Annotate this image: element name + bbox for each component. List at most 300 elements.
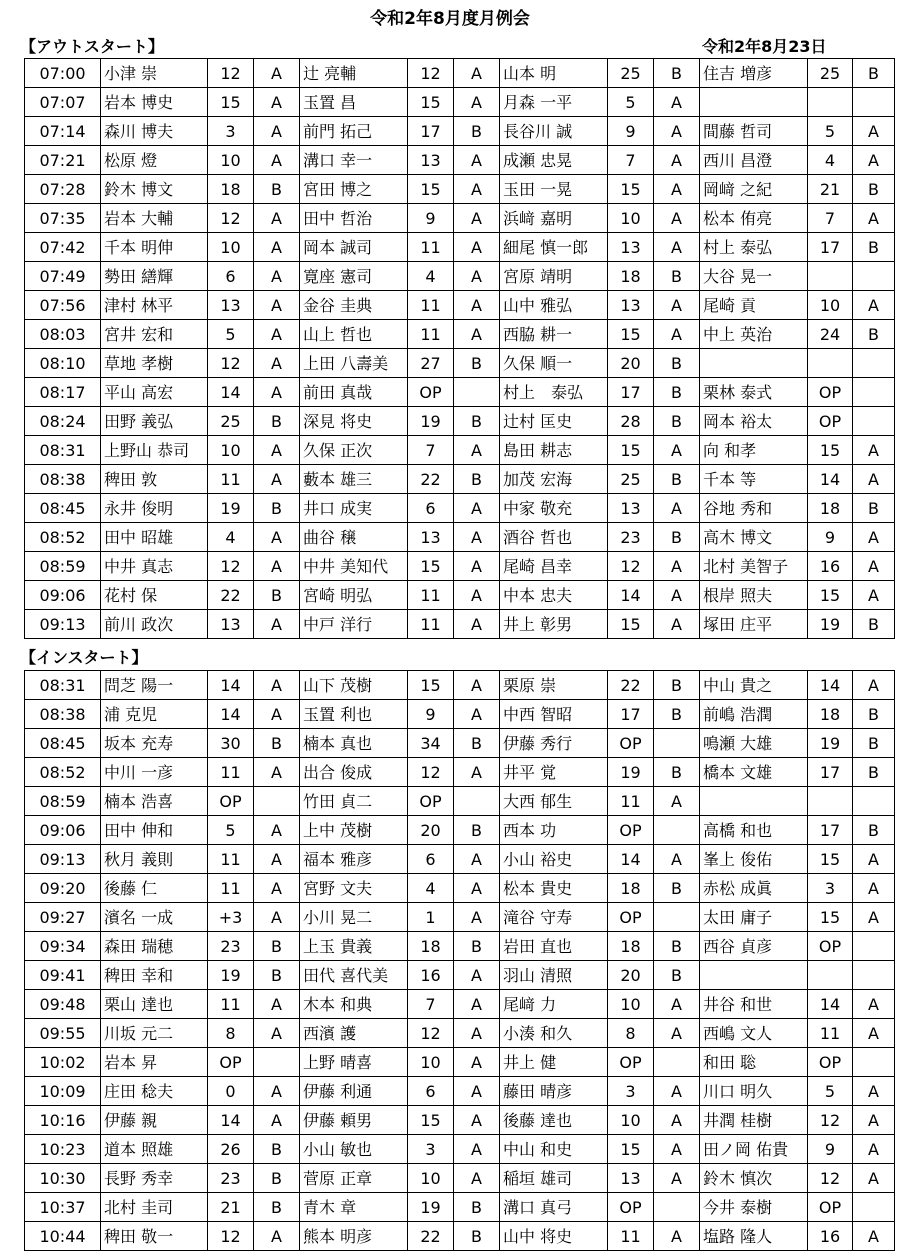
page-title: 令和2年8月度月例会 [370,9,530,29]
player-name-cell: 宮野 文夫 [300,874,408,903]
tee-time-cell: 07:21 [25,146,101,175]
handicap-cell: +3 [208,903,254,932]
class-cell: A [853,1019,895,1048]
class-cell: B [254,1193,300,1222]
player-name-cell: 久保 正次 [300,436,408,465]
player-name-cell: 川口 明久 [700,1077,808,1106]
class-cell [853,961,895,990]
tee-time-cell: 09:55 [25,1019,101,1048]
handicap-cell: 15 [408,88,454,117]
handicap-cell: 18 [808,700,853,729]
player-name-cell: 田ノ岡 佑貴 [700,1135,808,1164]
player-name-cell: 中上 英治 [700,320,808,349]
player-name-cell: 千本 等 [700,465,808,494]
player-name-cell: 伊藤 親 [101,1106,208,1135]
class-cell: A [454,1106,500,1135]
class-cell: A [454,320,500,349]
player-name-cell: 西濱 護 [300,1019,408,1048]
class-cell: A [654,1106,700,1135]
table-row [25,291,895,320]
handicap-cell: 10 [408,1164,454,1193]
player-name-cell: 浜﨑 嘉明 [500,204,608,233]
handicap-cell: OP [408,787,454,816]
table-row [25,204,895,233]
handicap-cell: 24 [808,320,853,349]
handicap-cell: 15 [608,175,654,204]
class-cell: A [254,816,300,845]
class-cell: A [254,436,300,465]
handicap-cell: 18 [808,494,853,523]
player-name-cell: 西脇 耕一 [500,320,608,349]
player-name-cell: 赤松 成眞 [700,874,808,903]
player-name-cell: 岩本 大輔 [101,204,208,233]
player-name-cell: 今井 泰樹 [700,1193,808,1222]
handicap-cell: 18 [408,932,454,961]
class-cell: A [254,291,300,320]
handicap-cell: 19 [608,758,654,787]
class-cell: A [454,88,500,117]
tee-time-cell: 08:17 [25,378,101,407]
class-cell: A [853,204,895,233]
class-cell: A [654,990,700,1019]
handicap-cell: 28 [608,407,654,436]
class-cell: A [454,146,500,175]
table-row [25,59,895,88]
class-cell: B [454,816,500,845]
class-cell: A [254,378,300,407]
player-name-cell: 小津 崇 [101,59,208,88]
class-cell [654,903,700,932]
handicap-cell: 13 [608,233,654,262]
class-cell: A [853,146,895,175]
handicap-cell: 11 [408,291,454,320]
player-name-cell: 浦 克児 [101,700,208,729]
player-name-cell: 前川 政次 [101,610,208,639]
class-cell: A [454,961,500,990]
handicap-cell: 14 [208,671,254,700]
player-name-cell: 中川 一彦 [101,758,208,787]
handicap-cell: 27 [408,349,454,378]
player-name-cell: 久保 順一 [500,349,608,378]
class-cell: A [454,59,500,88]
handicap-cell: 5 [608,88,654,117]
player-name-cell: 鈴木 慎次 [700,1164,808,1193]
table-row [25,581,895,610]
class-cell: B [654,407,700,436]
player-name-cell: 橋本 文雄 [700,758,808,787]
class-cell: A [853,1222,895,1251]
handicap-cell: 1 [408,903,454,932]
table-row [25,729,895,758]
player-name-cell: 西川 昌澄 [700,146,808,175]
handicap-cell: 25 [208,407,254,436]
class-cell: B [454,117,500,146]
class-cell: A [654,1135,700,1164]
tee-time-cell: 08:59 [25,787,101,816]
handicap-cell: 3 [608,1077,654,1106]
player-name-cell: 森田 瑞穂 [101,932,208,961]
class-cell: A [254,204,300,233]
class-cell: A [454,874,500,903]
handicap-cell: 23 [608,523,654,552]
table-row [25,990,895,1019]
table-row [25,874,895,903]
class-cell: A [454,1019,500,1048]
player-name-cell: 岡本 誠司 [300,233,408,262]
class-cell: A [454,1164,500,1193]
class-cell: A [654,494,700,523]
table-row [25,407,895,436]
class-cell: A [853,1164,895,1193]
player-name-cell: 鈴木 博文 [101,175,208,204]
player-name-cell: 問芝 陽一 [101,671,208,700]
class-cell: B [853,816,895,845]
class-cell: A [654,1077,700,1106]
table-row [25,758,895,787]
handicap-cell: 10 [608,204,654,233]
player-name-cell: 岩田 直也 [500,932,608,961]
tee-time-cell: 10:30 [25,1164,101,1193]
player-name-cell: 勢田 繕輝 [101,262,208,291]
out-start-table [24,58,895,639]
player-name-cell: 溝口 真弓 [500,1193,608,1222]
handicap-cell: 13 [208,291,254,320]
handicap-cell: OP [608,729,654,758]
handicap-cell: 20 [408,816,454,845]
class-cell: A [454,291,500,320]
class-cell: A [853,436,895,465]
handicap-cell: 15 [208,88,254,117]
table-row [25,262,895,291]
class-cell: A [454,610,500,639]
player-name-cell: 加茂 宏海 [500,465,608,494]
handicap-cell: 14 [608,581,654,610]
tee-time-cell: 10:37 [25,1193,101,1222]
handicap-cell: 25 [608,59,654,88]
player-name-cell: 小山 裕史 [500,845,608,874]
class-cell: A [254,233,300,262]
handicap-cell: 14 [808,465,853,494]
player-name-cell: 山中 雅弘 [500,291,608,320]
handicap-cell: 11 [208,990,254,1019]
handicap-cell: 7 [408,990,454,1019]
player-name-cell: 大谷 晃一 [700,262,808,291]
player-name-cell: 和田 聡 [700,1048,808,1077]
handicap-cell: OP [608,816,654,845]
class-cell: A [454,1048,500,1077]
class-cell: A [853,523,895,552]
handicap-cell: 10 [208,436,254,465]
handicap-cell: 17 [808,233,853,262]
class-cell: B [853,175,895,204]
player-name-cell: 西嶋 文人 [700,1019,808,1048]
tee-time-cell: 08:31 [25,436,101,465]
handicap-cell: OP [608,1193,654,1222]
player-name-cell: 田中 哲治 [300,204,408,233]
handicap-cell: 22 [208,581,254,610]
player-name-cell: 青木 章 [300,1193,408,1222]
class-cell: A [254,146,300,175]
class-cell: A [654,610,700,639]
handicap-cell: 13 [608,494,654,523]
handicap-cell: 19 [408,1193,454,1222]
player-name-cell: 山本 明 [500,59,608,88]
player-name-cell: 木本 和典 [300,990,408,1019]
tee-time-cell: 08:52 [25,523,101,552]
player-name-cell: 北村 美智子 [700,552,808,581]
class-cell [654,816,700,845]
handicap-cell: 11 [608,787,654,816]
player-name-cell: 前嶋 浩潤 [700,700,808,729]
handicap-cell: 14 [808,990,853,1019]
handicap-cell: 10 [208,146,254,175]
handicap-cell: 17 [608,700,654,729]
player-name-cell: 長野 秀幸 [101,1164,208,1193]
player-name-cell: 月森 一平 [500,88,608,117]
handicap-cell: 30 [208,729,254,758]
handicap-cell: 15 [408,671,454,700]
tee-time-cell: 07:07 [25,88,101,117]
handicap-cell: 6 [208,262,254,291]
tee-time-cell: 08:59 [25,552,101,581]
handicap-cell: 21 [808,175,853,204]
handicap-cell: 4 [408,874,454,903]
tee-time-cell: 09:34 [25,932,101,961]
handicap-cell: 13 [608,1164,654,1193]
player-name-cell: 鳴瀬 大雄 [700,729,808,758]
handicap-cell: OP [208,1048,254,1077]
handicap-cell: 0 [208,1077,254,1106]
class-cell [254,787,300,816]
handicap-cell: 15 [808,903,853,932]
class-cell: A [654,1222,700,1251]
class-cell: B [254,1135,300,1164]
player-name-cell: 上中 茂樹 [300,816,408,845]
handicap-cell: 10 [608,1106,654,1135]
class-cell: A [454,494,500,523]
class-cell [853,88,895,117]
handicap-cell: 15 [608,320,654,349]
player-name-cell: 大西 郁生 [500,787,608,816]
player-name-cell: 秋月 義則 [101,845,208,874]
player-name-cell: 上玉 貴義 [300,932,408,961]
handicap-cell: OP [808,1048,853,1077]
class-cell: B [454,1222,500,1251]
handicap-cell: 15 [608,1135,654,1164]
class-cell: A [454,581,500,610]
handicap-cell: 4 [808,146,853,175]
handicap-cell: 11 [408,233,454,262]
player-name-cell: 峯上 俊佑 [700,845,808,874]
in-start-table [24,670,895,1251]
player-name-cell: 高木 博文 [700,523,808,552]
tee-time-cell: 09:48 [25,990,101,1019]
handicap-cell: 11 [208,758,254,787]
player-name-cell: 稲垣 雄司 [500,1164,608,1193]
tee-time-cell: 10:02 [25,1048,101,1077]
handicap-cell: 7 [608,146,654,175]
handicap-cell: 13 [408,523,454,552]
player-name-cell: 小川 晃二 [300,903,408,932]
handicap-cell: 12 [208,1222,254,1251]
class-cell [853,932,895,961]
handicap-cell: 7 [408,436,454,465]
handicap-cell: 14 [208,700,254,729]
handicap-cell: 19 [208,961,254,990]
handicap-cell: 11 [408,320,454,349]
table-row [25,1135,895,1164]
class-cell: B [654,758,700,787]
tee-time-cell: 09:06 [25,581,101,610]
tee-time-cell: 09:13 [25,845,101,874]
table-row [25,961,895,990]
class-cell: A [654,320,700,349]
handicap-cell: 18 [208,175,254,204]
class-cell: A [454,262,500,291]
tee-time-cell: 08:38 [25,700,101,729]
handicap-cell: 5 [808,117,853,146]
class-cell: A [454,700,500,729]
class-cell: B [654,465,700,494]
table-row [25,1077,895,1106]
handicap-cell: 23 [208,932,254,961]
player-name-cell: 花村 保 [101,581,208,610]
class-cell: B [654,378,700,407]
handicap-cell: 10 [608,990,654,1019]
class-cell: B [654,262,700,291]
player-name-cell: 楠本 浩喜 [101,787,208,816]
tee-time-cell: 10:16 [25,1106,101,1135]
player-name-cell: 庄田 稔夫 [101,1077,208,1106]
handicap-cell: OP [808,932,853,961]
class-cell: A [853,845,895,874]
handicap-cell: 12 [408,758,454,787]
player-name-cell: 伊藤 利通 [300,1077,408,1106]
player-name-cell: 田中 伸和 [101,816,208,845]
player-name-cell: 中家 敬充 [500,494,608,523]
player-name-cell: 向 和孝 [700,436,808,465]
player-name-cell: 岡﨑 之紀 [700,175,808,204]
player-name-cell: 塩路 隆人 [700,1222,808,1251]
player-name-cell: 藪本 雄三 [300,465,408,494]
class-cell: A [654,1164,700,1193]
class-cell: B [454,407,500,436]
tee-time-cell: 08:10 [25,349,101,378]
table-row [25,552,895,581]
class-cell: A [254,523,300,552]
class-cell: B [254,175,300,204]
table-row [25,1222,895,1251]
table-row [25,146,895,175]
handicap-cell: OP [808,378,853,407]
player-name-cell: 羽山 清照 [500,961,608,990]
class-cell: A [254,700,300,729]
handicap-cell: 8 [608,1019,654,1048]
class-cell: A [254,88,300,117]
player-name-cell: 尾崎 昌幸 [500,552,608,581]
class-cell: B [454,1193,500,1222]
player-name-cell: 中井 美知代 [300,552,408,581]
table-row [25,523,895,552]
player-name-cell: 田野 義弘 [101,407,208,436]
player-name-cell: 上野山 恭司 [101,436,208,465]
class-cell: A [254,874,300,903]
class-cell: B [254,494,300,523]
class-cell: A [254,903,300,932]
class-cell: B [853,758,895,787]
player-name-cell: 稗田 敬一 [101,1222,208,1251]
class-cell: A [853,903,895,932]
player-name-cell: 住吉 増彦 [700,59,808,88]
handicap-cell: 13 [208,610,254,639]
class-cell: A [654,787,700,816]
class-cell: A [254,59,300,88]
table-row [25,1048,895,1077]
class-cell: B [254,581,300,610]
handicap-cell: 3 [408,1135,454,1164]
handicap-cell: 5 [208,320,254,349]
player-name-cell: 岡本 裕太 [700,407,808,436]
out-start-label: 【アウトスタート】 [20,37,164,56]
table-row [25,671,895,700]
tee-time-cell: 08:45 [25,729,101,758]
handicap-cell: 13 [608,291,654,320]
player-name-cell: 森川 博夫 [101,117,208,146]
player-name-cell: 長谷川 誠 [500,117,608,146]
class-cell: A [254,1077,300,1106]
class-cell [254,1048,300,1077]
handicap-cell: 3 [808,874,853,903]
handicap-cell: 12 [208,59,254,88]
player-name-cell: 曲谷 穣 [300,523,408,552]
class-cell: A [254,349,300,378]
class-cell: B [254,961,300,990]
class-cell: A [254,320,300,349]
table-row [25,494,895,523]
handicap-cell: 4 [408,262,454,291]
handicap-cell: 26 [208,1135,254,1164]
handicap-cell: 12 [808,1106,853,1135]
handicap-cell: 11 [208,465,254,494]
handicap-cell: 19 [208,494,254,523]
player-name-cell: 上野 晴喜 [300,1048,408,1077]
player-name-cell: 村上 泰弘 [700,233,808,262]
class-cell: B [654,874,700,903]
handicap-cell: 12 [808,1164,853,1193]
player-name-cell: 道本 照雄 [101,1135,208,1164]
handicap-cell: 12 [608,552,654,581]
tee-time-cell: 07:28 [25,175,101,204]
class-cell: A [454,436,500,465]
handicap-cell: OP [808,1193,853,1222]
player-name-cell: 松本 貴史 [500,874,608,903]
handicap-cell: 22 [608,671,654,700]
player-name-cell: 伊藤 頼男 [300,1106,408,1135]
player-name-cell: 田代 喜代美 [300,961,408,990]
class-cell [654,1193,700,1222]
handicap-cell: 19 [808,729,853,758]
handicap-cell: 6 [408,845,454,874]
player-name-cell: 深見 将史 [300,407,408,436]
tee-time-cell: 08:38 [25,465,101,494]
tee-time-cell: 09:27 [25,903,101,932]
tee-time-cell: 07:49 [25,262,101,291]
table-row [25,233,895,262]
player-name-cell [700,787,808,816]
tee-time-cell: 07:00 [25,59,101,88]
class-cell [853,262,895,291]
class-cell: B [654,349,700,378]
